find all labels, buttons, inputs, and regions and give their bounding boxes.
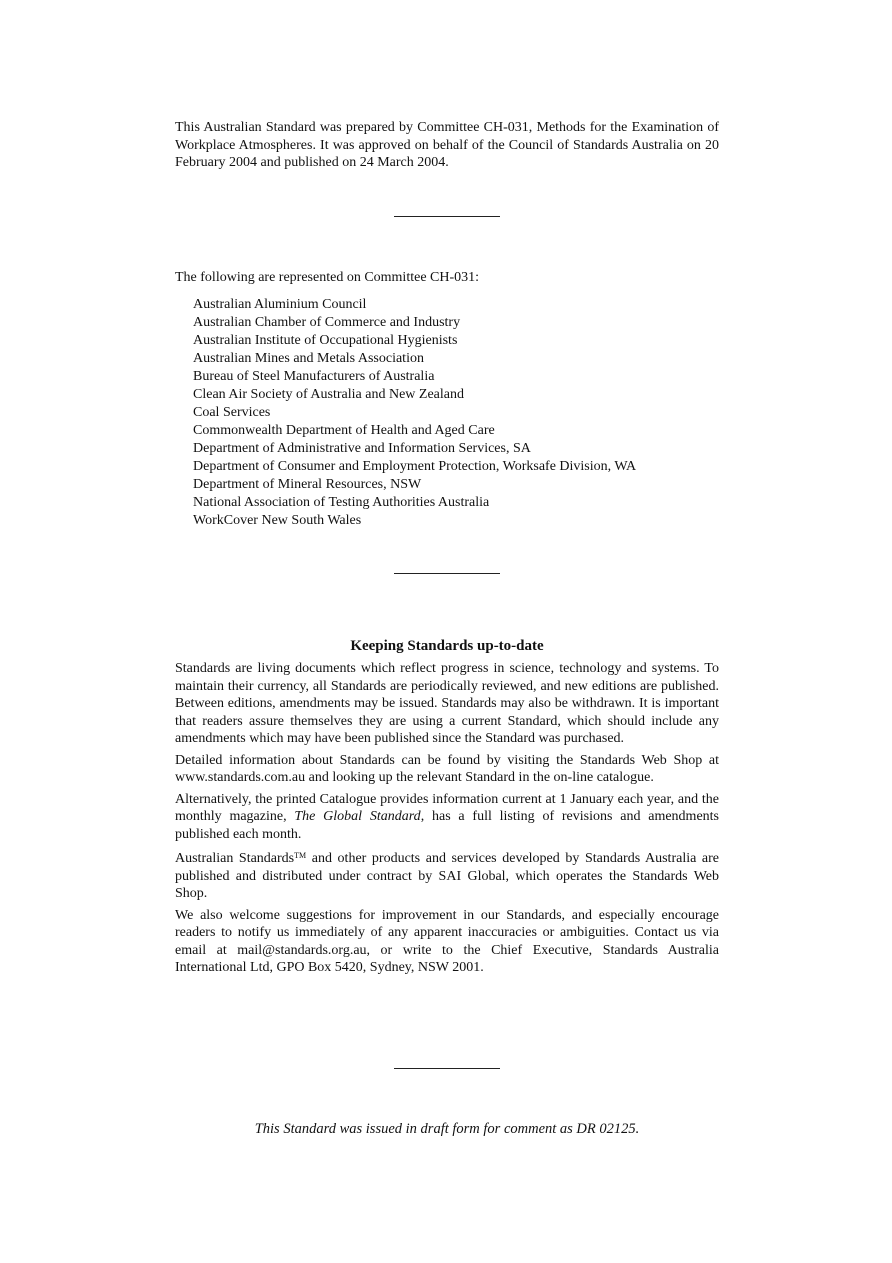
list-item: Australian Institute of Occupational Hygienists (193, 333, 458, 348)
list-item: Australian Mines and Metals Association (193, 351, 424, 366)
section-divider (394, 573, 500, 574)
keeping-standards-body (175, 660, 719, 981)
list-item: Australian Chamber of Commerce and Industry (193, 315, 461, 330)
paragraph-text: , has a full listing of revisions and amendments published each month. (175, 809, 720, 842)
section-divider (394, 1068, 500, 1069)
list-item: Coal Services (193, 405, 271, 420)
committee-intro: The following are represented on Committee CH-031: (175, 270, 480, 285)
list-item: Bureau of Steel Manufacturers of Australia (193, 369, 435, 384)
keeping-paragraph-5: We also welcome suggestions for improvement in our Standards, and especially encourage readers to notify us immediately of any apparent inaccuracies or ambiguities. Contact us via email at mail@standards.org.au, or write to the Chief Executive, Standards Australia International Ltd, GPO Box 5420, Sydney, NSW 2001. (175, 907, 719, 975)
keeping-paragraph-1: Standards are living documents which reflect progress in science, technology and systems. To maintain their currency, all Standards are periodically reviewed, and new editions are published. Between editions, amendments may be issued. Standards may also be withdrawn. It is important that readers assure themselves they are using a current Standard, which should include any amendments which may have been published since the Standard was purchased. (175, 661, 719, 746)
keeping-paragraph-2: Detailed information about Standards can be found by visiting the Standards Web Shop at www.standards.com.au and looking up the relevant Standard in the on-line catalogue. (175, 752, 719, 785)
list-item: National Association of Testing Authorities Australia (193, 495, 490, 510)
trademark-mark: TM (294, 851, 307, 860)
paragraph-text: Alternatively, the printed Catalogue provides information current at 1 January each year, and the monthly magazine, (175, 791, 719, 824)
approval-paragraph: This Australian Standard was prepared by Committee CH-031, Methods for the Examination of Workplace Atmospheres. It was approved on behalf of the Council of Standards Australia on 20 February 2004 and published on 24 March 2004. (175, 120, 719, 170)
committee-member-list (193, 296, 636, 530)
draft-comment-note: This Standard was issued in draft form for comment as DR 02125. (254, 1121, 640, 1137)
list-item: Department of Consumer and Employment Protection, Worksafe Division, WA (193, 459, 637, 474)
keeping-paragraph-4 (175, 847, 719, 903)
section-divider (394, 216, 500, 217)
list-item: Commonwealth Department of Health and Aged Care (193, 423, 495, 438)
keeping-paragraph-3 (175, 791, 719, 844)
magazine-title: The Global Standard (294, 809, 421, 824)
list-item: Australian Aluminium Council (193, 297, 367, 312)
list-item: Department of Mineral Resources, NSW (193, 477, 422, 492)
list-item: WorkCover New South Wales (193, 513, 362, 528)
paragraph-text: Australian Standards (175, 851, 295, 866)
keeping-standards-heading: Keeping Standards up-to-date (350, 638, 544, 654)
paragraph-text: and other products and services developed by Standards Australia are published and distributed under contract by SAI Global, which operates the Standards Web Shop. (175, 851, 719, 901)
list-item: Department of Administrative and Information Services, SA (193, 441, 531, 456)
list-item: Clean Air Society of Australia and New Zealand (193, 387, 464, 402)
